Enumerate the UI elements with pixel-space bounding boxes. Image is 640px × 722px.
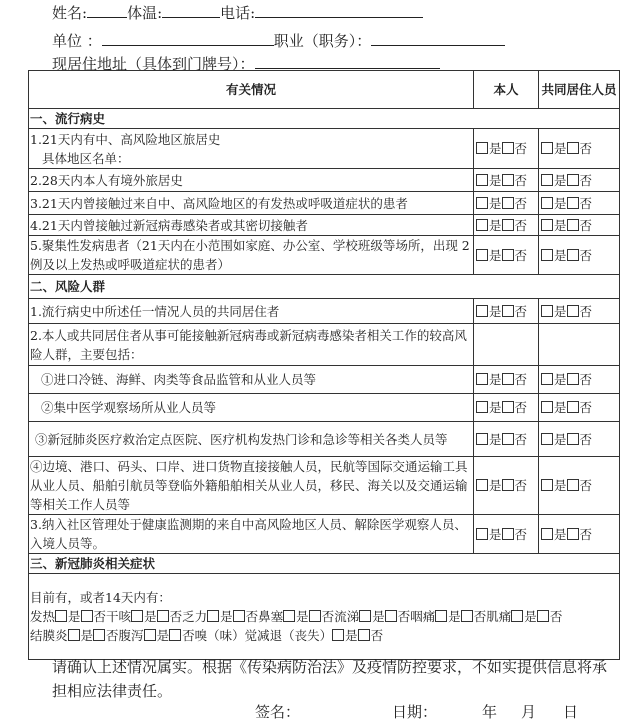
symptom-item xyxy=(119,628,195,643)
statement: 请确认上述情况属实。根据《传染病防治法》及疫情防控要求，不如实提供信息将承担相应法律责任。 xyxy=(52,658,608,700)
question-text: 3.21天内曾接触过来自中、高风险地区的有发热或呼吸道症状的患者 xyxy=(29,192,474,215)
option-yes: 是 xyxy=(220,609,233,624)
empty-cell xyxy=(474,324,539,366)
checkbox-yes[interactable] xyxy=(511,610,523,622)
symptom-label: 鼻塞 xyxy=(258,609,284,624)
header-situation: 有关情况 xyxy=(29,71,474,109)
section-title: 三、新冠肺炎相关症状 xyxy=(29,554,620,574)
phone-field[interactable] xyxy=(255,3,423,18)
option-yes: 是 xyxy=(80,628,94,643)
address-label: 现居住地址（具体到门牌号）： xyxy=(52,55,255,73)
symptom-item xyxy=(30,609,106,624)
date-label: 日期： xyxy=(392,703,438,721)
checkbox-no[interactable] xyxy=(358,629,370,641)
symptoms-list xyxy=(30,607,619,645)
self-answer[interactable]: 是 否 xyxy=(474,299,539,324)
job-field[interactable] xyxy=(371,31,505,46)
checkbox-yes[interactable] xyxy=(332,629,344,641)
self-answer[interactable]: 是 否 xyxy=(474,169,539,192)
question-text: ③新冠肺炎医疗救治定点医院、医疗机构发热门诊和急诊等相关各类人员等 xyxy=(29,422,474,457)
question-text: 1.流行病史中所述任一情况人员的共同居住者 xyxy=(29,299,474,324)
checkbox-no[interactable] xyxy=(309,610,321,622)
symptom-label: 咽痛 xyxy=(410,609,436,624)
question-cell xyxy=(29,129,474,169)
cohabitant-answer[interactable]: 是 否 xyxy=(539,366,620,394)
checkbox-no[interactable] xyxy=(93,629,105,641)
option-yes: 是 xyxy=(68,609,81,624)
section-title: 一、流行病史 xyxy=(29,109,620,129)
question-text: ①进口冷链、海鲜、肉类等食品监管和从业人员等 xyxy=(29,366,474,394)
symptom-item xyxy=(182,609,258,624)
question-text: 3.纳入社区管理处于健康监测期的来自中高风险地区人员、解除医学观察人员、入境人员等。 xyxy=(29,515,474,554)
self-answer[interactable]: 是 否 xyxy=(474,394,539,422)
self-answer[interactable]: 是 否 xyxy=(474,457,539,515)
cohabitant-answer[interactable]: 是 否 xyxy=(539,236,620,275)
header-self: 本人 xyxy=(474,71,539,109)
symptom-item xyxy=(30,628,119,643)
self-answer[interactable]: 是 否 xyxy=(474,215,539,236)
checkbox-no[interactable] xyxy=(385,610,397,622)
symptom-label: 发热 xyxy=(30,609,56,624)
option-no: 否 xyxy=(182,628,195,643)
option-yes: 是 xyxy=(448,609,461,624)
self-answer[interactable]: 是 否 xyxy=(474,422,539,457)
question-text: 5.聚集性发病患者（21天内在小范围如家庭、办公室、学校班级等场所，出现 2 例及以上发热或呼吸道症状的患者） xyxy=(29,236,474,275)
checkbox-yes[interactable] xyxy=(283,610,295,622)
question-text: ②集中医学观察场所从业人员等 xyxy=(29,394,474,422)
checkbox-yes[interactable] xyxy=(207,610,219,622)
option-no: 否 xyxy=(473,609,487,624)
option-no: 否 xyxy=(169,609,183,624)
question-text: 1.21天内有中、高风险地区旅居史 xyxy=(30,131,221,147)
symptom-label: 嗅（味）觉减退（丧失） xyxy=(194,628,333,643)
option-no: 否 xyxy=(321,609,335,624)
symptom-item xyxy=(106,609,182,624)
self-answer[interactable]: 是 否 xyxy=(474,515,539,554)
section-title: 二、风险人群 xyxy=(29,275,620,299)
symptom-label: 干咳 xyxy=(106,609,132,624)
checkbox-yes[interactable] xyxy=(144,629,156,641)
phone-label: 电话: xyxy=(220,4,256,22)
checkbox-no[interactable] xyxy=(461,610,473,622)
cohabitant-answer[interactable]: 是 否 xyxy=(539,192,620,215)
header-cohabitant: 共同居住人员 xyxy=(539,71,620,109)
symptom-label: 结膜炎 xyxy=(30,628,68,643)
cohabitant-answer[interactable]: 是 否 xyxy=(539,215,620,236)
self-answer[interactable]: 是 否 xyxy=(474,366,539,394)
symptom-label: 乏力 xyxy=(182,609,208,624)
symptom-item xyxy=(195,628,384,643)
option-yes: 是 xyxy=(372,609,385,624)
checkbox-no[interactable] xyxy=(81,610,93,622)
checkbox-yes[interactable] xyxy=(55,610,67,622)
temperature-label: 体温: xyxy=(127,4,163,22)
option-no: 否 xyxy=(106,628,119,643)
symptom-label: 流涕 xyxy=(334,609,360,624)
checkbox-yes[interactable] xyxy=(68,629,80,641)
question-text: ④边境、港口、码头、口岸、进口货物直接接触人员，民航等国际交通运输工具从业人员、船舶引航员等登临外籍船舶相关从业人员，移民、海关以及交通运输等相关工作人员等 xyxy=(29,457,474,515)
option-yes: 是 xyxy=(345,628,358,643)
symptoms-cell xyxy=(29,574,620,660)
year-label: 年 xyxy=(482,703,498,721)
option-no: 否 xyxy=(93,609,107,624)
option-yes: 是 xyxy=(296,609,309,624)
cohabitant-answer[interactable]: 是 否 xyxy=(539,129,620,169)
option-no: 否 xyxy=(370,628,384,643)
checkbox-no[interactable] xyxy=(169,629,181,641)
symptom-item xyxy=(410,609,486,624)
signature-label: 签名： xyxy=(255,703,301,721)
option-yes: 是 xyxy=(144,609,157,624)
cohabitant-answer[interactable]: 是 否 xyxy=(539,515,620,554)
symptom-item xyxy=(334,609,410,624)
cohabitant-answer[interactable]: 是 否 xyxy=(539,394,620,422)
cohabitant-answer[interactable]: 是 否 xyxy=(539,169,620,192)
job-label: 职业（职务）： xyxy=(273,32,372,50)
temperature-field[interactable] xyxy=(162,3,220,18)
region-list-label: 具体地区名单： xyxy=(42,150,130,166)
question-text: 2.28天内本人有境外旅居史 xyxy=(29,169,474,192)
symptom-item xyxy=(258,609,334,624)
address-field[interactable] xyxy=(255,54,440,69)
unit-label: 单位 ： xyxy=(52,32,102,50)
option-yes: 是 xyxy=(524,609,537,624)
option-no: 否 xyxy=(397,609,411,624)
self-answer[interactable]: 是 否 xyxy=(474,192,539,215)
cohabitant-answer[interactable]: 是 否 xyxy=(539,299,620,324)
name-field[interactable] xyxy=(87,3,127,18)
symptom-item xyxy=(486,609,562,624)
question-text: 2.本人或共同居住者从事可能接触新冠病毒或新冠病毒感染者相关工作的较高风险人群，主要包括： xyxy=(29,324,474,366)
health-declaration-table xyxy=(28,70,620,660)
self-answer[interactable]: 是 否 xyxy=(474,129,539,169)
checkbox-yes[interactable] xyxy=(359,610,371,622)
empty-cell xyxy=(539,324,620,366)
checkbox-yes[interactable] xyxy=(435,610,447,622)
symptom-label: 腹泻 xyxy=(118,628,144,643)
unit-field[interactable] xyxy=(102,31,274,46)
cohabitant-answer[interactable]: 是 否 xyxy=(539,457,620,515)
symptom-label: 肌痛 xyxy=(486,609,512,624)
checkbox-no[interactable] xyxy=(233,610,245,622)
checkbox-yes[interactable] xyxy=(131,610,143,622)
personal-info-line-1 xyxy=(52,2,423,23)
personal-info-line-2 xyxy=(52,30,505,51)
option-no: 否 xyxy=(549,609,563,624)
checkbox-no[interactable] xyxy=(157,610,169,622)
self-answer[interactable]: 是 否 xyxy=(474,236,539,275)
month-label: 月 xyxy=(521,703,537,721)
symptoms-intro: 目前有，或者14天内有： xyxy=(30,590,171,605)
option-no: 否 xyxy=(245,609,259,624)
cohabitant-answer[interactable]: 是 否 xyxy=(539,422,620,457)
day-label: 日 xyxy=(563,703,579,721)
option-yes: 是 xyxy=(156,628,170,643)
checkbox-no[interactable] xyxy=(537,610,549,622)
question-text: 4.21天内曾接触过新冠病毒感染者或其密切接触者 xyxy=(29,215,474,236)
name-label: 姓名: xyxy=(52,4,88,22)
